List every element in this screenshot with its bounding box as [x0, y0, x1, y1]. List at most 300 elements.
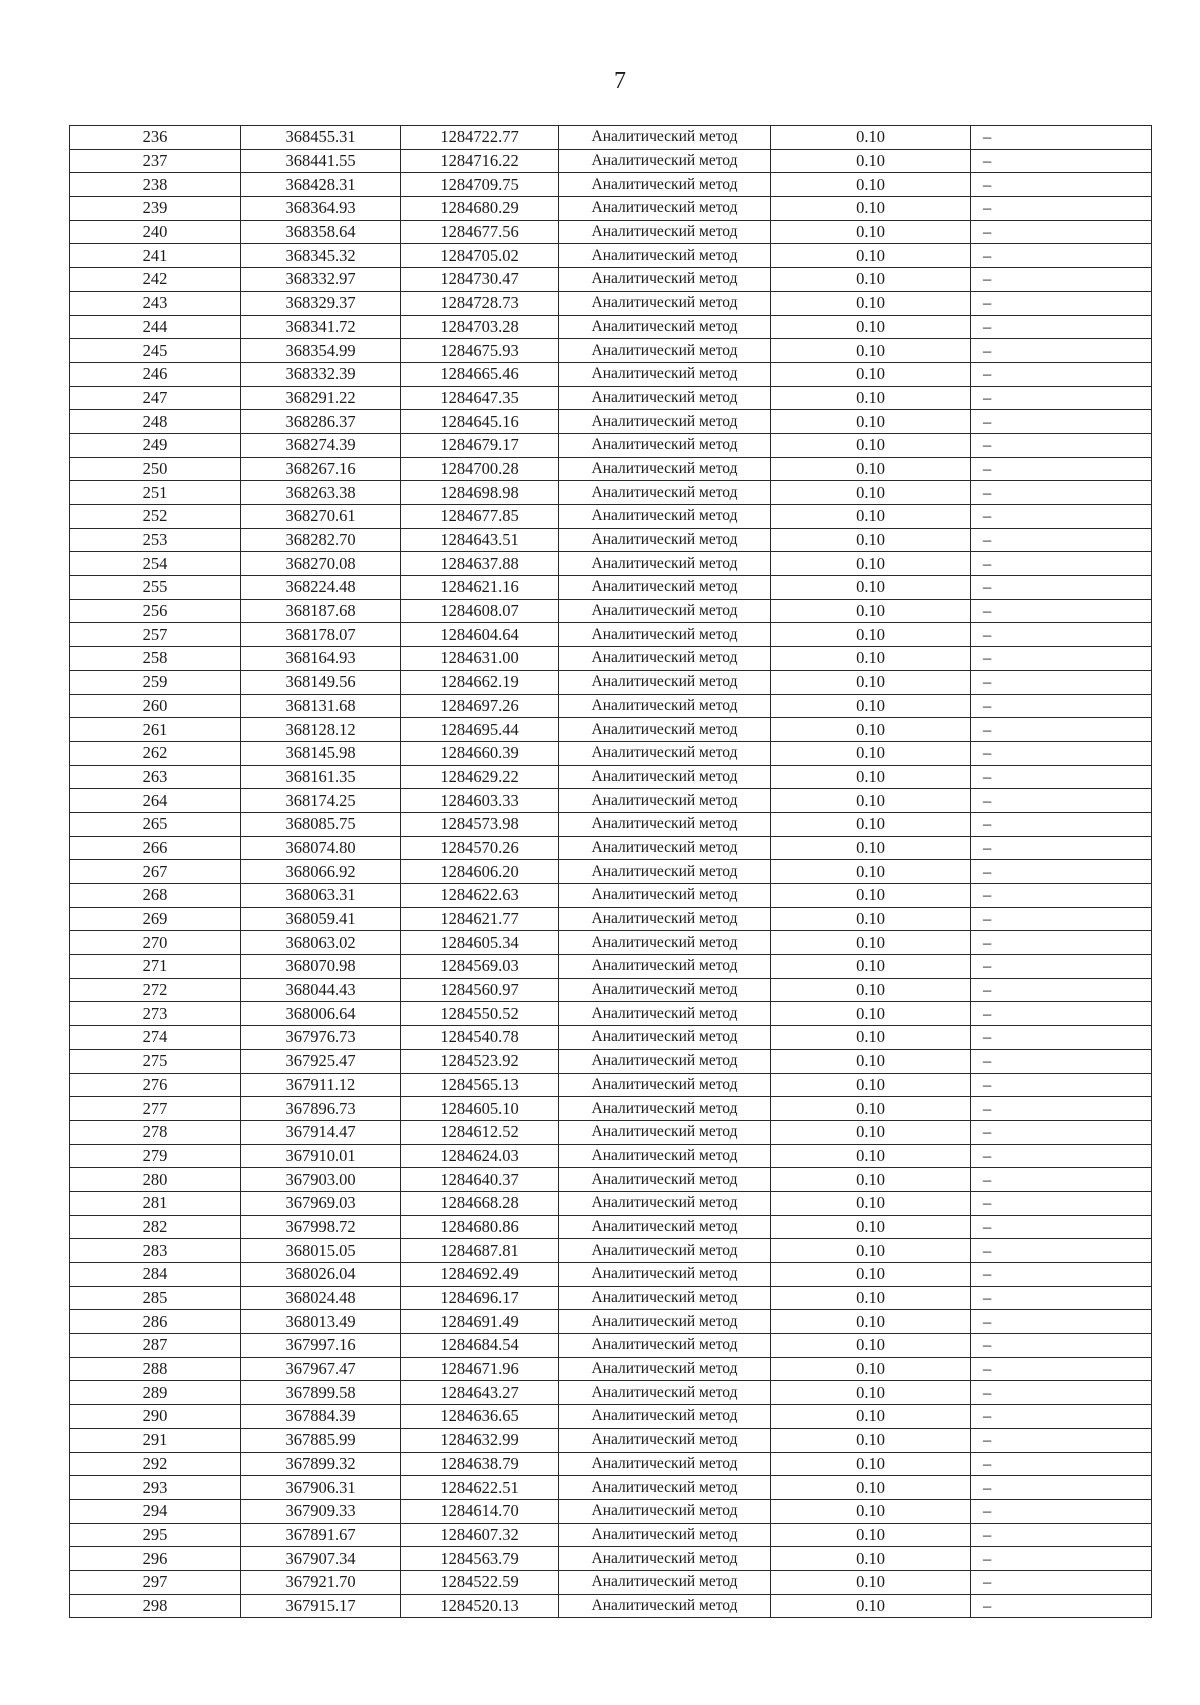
table-row — [70, 1523, 1152, 1547]
table-row — [70, 268, 1152, 292]
point-number-cell: 246 — [70, 362, 241, 386]
note-cell: – — [971, 789, 1152, 813]
coordinates-table-body — [70, 126, 1152, 1618]
table-row — [70, 1428, 1152, 1452]
y-coordinate-cell: 1284700.28 — [401, 457, 559, 481]
point-number-cell: 237 — [70, 149, 241, 173]
x-coordinate-cell: 368044.43 — [241, 978, 401, 1002]
point-number-cell: 249 — [70, 433, 241, 457]
note-cell: – — [971, 931, 1152, 955]
method-cell: Аналитический метод — [559, 741, 771, 765]
x-coordinate-cell: 367911.12 — [241, 1073, 401, 1097]
table-row — [70, 1334, 1152, 1358]
table-row — [70, 126, 1152, 150]
method-cell: Аналитический метод — [559, 1191, 771, 1215]
note-cell: – — [971, 765, 1152, 789]
x-coordinate-cell: 368006.64 — [241, 1002, 401, 1026]
x-coordinate-cell: 368145.98 — [241, 741, 401, 765]
y-coordinate-cell: 1284603.33 — [401, 789, 559, 813]
table-row — [70, 694, 1152, 718]
point-number-cell: 262 — [70, 741, 241, 765]
point-number-cell: 270 — [70, 931, 241, 955]
table-row — [70, 1239, 1152, 1263]
y-coordinate-cell: 1284728.73 — [401, 291, 559, 315]
table-row — [70, 1049, 1152, 1073]
method-cell: Аналитический метод — [559, 1405, 771, 1429]
table-row — [70, 812, 1152, 836]
y-coordinate-cell: 1284645.16 — [401, 410, 559, 434]
method-cell: Аналитический метод — [559, 339, 771, 363]
y-coordinate-cell: 1284523.92 — [401, 1049, 559, 1073]
table-row — [70, 1073, 1152, 1097]
note-cell: – — [971, 149, 1152, 173]
table-row — [70, 718, 1152, 742]
table-row — [70, 315, 1152, 339]
point-number-cell: 256 — [70, 599, 241, 623]
method-cell: Аналитический метод — [559, 505, 771, 529]
table-row — [70, 623, 1152, 647]
x-coordinate-cell: 367998.72 — [241, 1215, 401, 1239]
point-number-cell: 259 — [70, 670, 241, 694]
note-cell: – — [971, 623, 1152, 647]
note-cell: – — [971, 1049, 1152, 1073]
x-coordinate-cell: 368074.80 — [241, 836, 401, 860]
x-coordinate-cell: 367885.99 — [241, 1428, 401, 1452]
table-row — [70, 647, 1152, 671]
page-number: 7 — [614, 68, 626, 94]
accuracy-cell: 0.10 — [771, 339, 971, 363]
note-cell: – — [971, 386, 1152, 410]
accuracy-cell: 0.10 — [771, 741, 971, 765]
table-row — [70, 1097, 1152, 1121]
y-coordinate-cell: 1284622.51 — [401, 1476, 559, 1500]
note-cell: – — [971, 1381, 1152, 1405]
table-row — [70, 410, 1152, 434]
y-coordinate-cell: 1284522.59 — [401, 1570, 559, 1594]
accuracy-cell: 0.10 — [771, 978, 971, 1002]
point-number-cell: 261 — [70, 718, 241, 742]
method-cell: Аналитический метод — [559, 244, 771, 268]
table-row — [70, 1215, 1152, 1239]
x-coordinate-cell: 367969.03 — [241, 1191, 401, 1215]
y-coordinate-cell: 1284604.64 — [401, 623, 559, 647]
accuracy-cell: 0.10 — [771, 244, 971, 268]
table-row — [70, 789, 1152, 813]
note-cell: – — [971, 220, 1152, 244]
y-coordinate-cell: 1284629.22 — [401, 765, 559, 789]
x-coordinate-cell: 368161.35 — [241, 765, 401, 789]
table-row — [70, 1168, 1152, 1192]
note-cell: – — [971, 481, 1152, 505]
note-cell: – — [971, 1428, 1152, 1452]
x-coordinate-cell: 368345.32 — [241, 244, 401, 268]
x-coordinate-cell: 367903.00 — [241, 1168, 401, 1192]
table-row — [70, 1263, 1152, 1287]
table-row — [70, 197, 1152, 221]
table-row — [70, 220, 1152, 244]
x-coordinate-cell: 368070.98 — [241, 955, 401, 979]
x-coordinate-cell: 368358.64 — [241, 220, 401, 244]
y-coordinate-cell: 1284684.54 — [401, 1334, 559, 1358]
y-coordinate-cell: 1284560.97 — [401, 978, 559, 1002]
accuracy-cell: 0.10 — [771, 576, 971, 600]
note-cell: – — [971, 907, 1152, 931]
method-cell: Аналитический метод — [559, 552, 771, 576]
y-coordinate-cell: 1284680.86 — [401, 1215, 559, 1239]
method-cell: Аналитический метод — [559, 1049, 771, 1073]
table-row — [70, 386, 1152, 410]
x-coordinate-cell: 367925.47 — [241, 1049, 401, 1073]
accuracy-cell: 0.10 — [771, 836, 971, 860]
accuracy-cell: 0.10 — [771, 386, 971, 410]
point-number-cell: 267 — [70, 860, 241, 884]
x-coordinate-cell: 367906.31 — [241, 1476, 401, 1500]
point-number-cell: 272 — [70, 978, 241, 1002]
x-coordinate-cell: 367899.58 — [241, 1381, 401, 1405]
x-coordinate-cell: 368274.39 — [241, 433, 401, 457]
note-cell: – — [971, 505, 1152, 529]
y-coordinate-cell: 1284640.37 — [401, 1168, 559, 1192]
x-coordinate-cell: 368174.25 — [241, 789, 401, 813]
x-coordinate-cell: 368455.31 — [241, 126, 401, 150]
table-row — [70, 528, 1152, 552]
accuracy-cell: 0.10 — [771, 670, 971, 694]
note-cell: – — [971, 433, 1152, 457]
table-row — [70, 741, 1152, 765]
method-cell: Аналитический метод — [559, 1357, 771, 1381]
accuracy-cell: 0.10 — [771, 1547, 971, 1571]
x-coordinate-cell: 368291.22 — [241, 386, 401, 410]
method-cell: Аналитический метод — [559, 457, 771, 481]
x-coordinate-cell: 368270.61 — [241, 505, 401, 529]
table-row — [70, 1026, 1152, 1050]
point-number-cell: 245 — [70, 339, 241, 363]
method-cell: Аналитический метод — [559, 884, 771, 908]
note-cell: – — [971, 884, 1152, 908]
note-cell: – — [971, 670, 1152, 694]
x-coordinate-cell: 368059.41 — [241, 907, 401, 931]
method-cell: Аналитический метод — [559, 362, 771, 386]
accuracy-cell: 0.10 — [771, 1405, 971, 1429]
point-number-cell: 244 — [70, 315, 241, 339]
note-cell: – — [971, 1452, 1152, 1476]
y-coordinate-cell: 1284730.47 — [401, 268, 559, 292]
y-coordinate-cell: 1284692.49 — [401, 1263, 559, 1287]
accuracy-cell: 0.10 — [771, 907, 971, 931]
note-cell: – — [971, 741, 1152, 765]
y-coordinate-cell: 1284550.52 — [401, 1002, 559, 1026]
table-row — [70, 860, 1152, 884]
point-number-cell: 275 — [70, 1049, 241, 1073]
method-cell: Аналитический метод — [559, 1097, 771, 1121]
x-coordinate-cell: 367915.17 — [241, 1594, 401, 1618]
accuracy-cell: 0.10 — [771, 1476, 971, 1500]
point-number-cell: 296 — [70, 1547, 241, 1571]
y-coordinate-cell: 1284675.93 — [401, 339, 559, 363]
note-cell: – — [971, 1476, 1152, 1500]
accuracy-cell: 0.10 — [771, 481, 971, 505]
y-coordinate-cell: 1284608.07 — [401, 599, 559, 623]
note-cell: – — [971, 1499, 1152, 1523]
y-coordinate-cell: 1284520.13 — [401, 1594, 559, 1618]
point-number-cell: 242 — [70, 268, 241, 292]
accuracy-cell: 0.10 — [771, 268, 971, 292]
method-cell: Аналитический метод — [559, 220, 771, 244]
point-number-cell: 257 — [70, 623, 241, 647]
point-number-cell: 268 — [70, 884, 241, 908]
method-cell: Аналитический метод — [559, 1144, 771, 1168]
note-cell: – — [971, 315, 1152, 339]
y-coordinate-cell: 1284607.32 — [401, 1523, 559, 1547]
table-row — [70, 1452, 1152, 1476]
x-coordinate-cell: 368063.31 — [241, 884, 401, 908]
note-cell: – — [971, 1523, 1152, 1547]
method-cell: Аналитический метод — [559, 789, 771, 813]
point-number-cell: 260 — [70, 694, 241, 718]
method-cell: Аналитический метод — [559, 481, 771, 505]
table-row — [70, 765, 1152, 789]
point-number-cell: 298 — [70, 1594, 241, 1618]
y-coordinate-cell: 1284687.81 — [401, 1239, 559, 1263]
note-cell: – — [971, 694, 1152, 718]
point-number-cell: 258 — [70, 647, 241, 671]
x-coordinate-cell: 368149.56 — [241, 670, 401, 694]
x-coordinate-cell: 368066.92 — [241, 860, 401, 884]
note-cell: – — [971, 955, 1152, 979]
accuracy-cell: 0.10 — [771, 126, 971, 150]
note-cell: – — [971, 1357, 1152, 1381]
point-number-cell: 276 — [70, 1073, 241, 1097]
accuracy-cell: 0.10 — [771, 860, 971, 884]
point-number-cell: 285 — [70, 1286, 241, 1310]
method-cell: Аналитический метод — [559, 291, 771, 315]
y-coordinate-cell: 1284540.78 — [401, 1026, 559, 1050]
table-row — [70, 884, 1152, 908]
accuracy-cell: 0.10 — [771, 362, 971, 386]
method-cell: Аналитический метод — [559, 528, 771, 552]
y-coordinate-cell: 1284631.00 — [401, 647, 559, 671]
x-coordinate-cell: 368015.05 — [241, 1239, 401, 1263]
note-cell: – — [971, 173, 1152, 197]
accuracy-cell: 0.10 — [771, 552, 971, 576]
y-coordinate-cell: 1284679.17 — [401, 433, 559, 457]
x-coordinate-cell: 368267.16 — [241, 457, 401, 481]
note-cell: – — [971, 410, 1152, 434]
accuracy-cell: 0.10 — [771, 1381, 971, 1405]
point-number-cell: 253 — [70, 528, 241, 552]
point-number-cell: 254 — [70, 552, 241, 576]
x-coordinate-cell: 367899.32 — [241, 1452, 401, 1476]
y-coordinate-cell: 1284605.10 — [401, 1097, 559, 1121]
table-row — [70, 1405, 1152, 1429]
method-cell: Аналитический метод — [559, 1547, 771, 1571]
accuracy-cell: 0.10 — [771, 457, 971, 481]
accuracy-cell: 0.10 — [771, 955, 971, 979]
method-cell: Аналитический метод — [559, 647, 771, 671]
point-number-cell: 251 — [70, 481, 241, 505]
method-cell: Аналитический метод — [559, 126, 771, 150]
x-coordinate-cell: 368178.07 — [241, 623, 401, 647]
y-coordinate-cell: 1284643.27 — [401, 1381, 559, 1405]
x-coordinate-cell: 367914.47 — [241, 1120, 401, 1144]
note-cell: – — [971, 647, 1152, 671]
note-cell: – — [971, 552, 1152, 576]
x-coordinate-cell: 368270.08 — [241, 552, 401, 576]
method-cell: Аналитический метод — [559, 386, 771, 410]
method-cell: Аналитический метод — [559, 1310, 771, 1334]
note-cell: – — [971, 457, 1152, 481]
y-coordinate-cell: 1284624.03 — [401, 1144, 559, 1168]
y-coordinate-cell: 1284606.20 — [401, 860, 559, 884]
point-number-cell: 283 — [70, 1239, 241, 1263]
x-coordinate-cell: 367909.33 — [241, 1499, 401, 1523]
y-coordinate-cell: 1284697.26 — [401, 694, 559, 718]
method-cell: Аналитический метод — [559, 410, 771, 434]
accuracy-cell: 0.10 — [771, 1144, 971, 1168]
accuracy-cell: 0.10 — [771, 197, 971, 221]
x-coordinate-cell: 367976.73 — [241, 1026, 401, 1050]
accuracy-cell: 0.10 — [771, 931, 971, 955]
method-cell: Аналитический метод — [559, 1168, 771, 1192]
note-cell: – — [971, 718, 1152, 742]
x-coordinate-cell: 368341.72 — [241, 315, 401, 339]
x-coordinate-cell: 368332.97 — [241, 268, 401, 292]
accuracy-cell: 0.10 — [771, 1452, 971, 1476]
accuracy-cell: 0.10 — [771, 1428, 971, 1452]
x-coordinate-cell: 367896.73 — [241, 1097, 401, 1121]
point-number-cell: 252 — [70, 505, 241, 529]
table-row — [70, 339, 1152, 363]
y-coordinate-cell: 1284632.99 — [401, 1428, 559, 1452]
y-coordinate-cell: 1284703.28 — [401, 315, 559, 339]
point-number-cell: 293 — [70, 1476, 241, 1500]
note-cell: – — [971, 836, 1152, 860]
method-cell: Аналитический метод — [559, 1286, 771, 1310]
method-cell: Аналитический метод — [559, 718, 771, 742]
point-number-cell: 236 — [70, 126, 241, 150]
note-cell: – — [971, 812, 1152, 836]
accuracy-cell: 0.10 — [771, 1026, 971, 1050]
method-cell: Аналитический метод — [559, 268, 771, 292]
x-coordinate-cell: 368063.02 — [241, 931, 401, 955]
accuracy-cell: 0.10 — [771, 1120, 971, 1144]
y-coordinate-cell: 1284563.79 — [401, 1547, 559, 1571]
note-cell: – — [971, 1334, 1152, 1358]
method-cell: Аналитический метод — [559, 1594, 771, 1618]
accuracy-cell: 0.10 — [771, 765, 971, 789]
table-row — [70, 433, 1152, 457]
y-coordinate-cell: 1284709.75 — [401, 173, 559, 197]
accuracy-cell: 0.10 — [771, 599, 971, 623]
y-coordinate-cell: 1284716.22 — [401, 149, 559, 173]
table-row — [70, 173, 1152, 197]
point-number-cell: 295 — [70, 1523, 241, 1547]
note-cell: – — [971, 1002, 1152, 1026]
x-coordinate-cell: 368164.93 — [241, 647, 401, 671]
note-cell: – — [971, 576, 1152, 600]
x-coordinate-cell: 368187.68 — [241, 599, 401, 623]
table-row — [70, 552, 1152, 576]
method-cell: Аналитический метод — [559, 860, 771, 884]
point-number-cell: 292 — [70, 1452, 241, 1476]
table-row — [70, 1499, 1152, 1523]
method-cell: Аналитический метод — [559, 1073, 771, 1097]
table-row — [70, 955, 1152, 979]
y-coordinate-cell: 1284677.56 — [401, 220, 559, 244]
table-row — [70, 1120, 1152, 1144]
note-cell: – — [971, 1286, 1152, 1310]
accuracy-cell: 0.10 — [771, 1168, 971, 1192]
y-coordinate-cell: 1284569.03 — [401, 955, 559, 979]
x-coordinate-cell: 368026.04 — [241, 1263, 401, 1287]
note-cell: – — [971, 860, 1152, 884]
accuracy-cell: 0.10 — [771, 433, 971, 457]
x-coordinate-cell: 367997.16 — [241, 1334, 401, 1358]
table-row — [70, 1144, 1152, 1168]
method-cell: Аналитический метод — [559, 1215, 771, 1239]
note-cell: – — [971, 244, 1152, 268]
table-row — [70, 1381, 1152, 1405]
note-cell: – — [971, 362, 1152, 386]
x-coordinate-cell: 368085.75 — [241, 812, 401, 836]
point-number-cell: 269 — [70, 907, 241, 931]
method-cell: Аналитический метод — [559, 1476, 771, 1500]
point-number-cell: 294 — [70, 1499, 241, 1523]
point-number-cell: 266 — [70, 836, 241, 860]
table-row — [70, 576, 1152, 600]
x-coordinate-cell: 368128.12 — [241, 718, 401, 742]
accuracy-cell: 0.10 — [771, 1310, 971, 1334]
accuracy-cell: 0.10 — [771, 1191, 971, 1215]
accuracy-cell: 0.10 — [771, 315, 971, 339]
method-cell: Аналитический метод — [559, 1239, 771, 1263]
y-coordinate-cell: 1284573.98 — [401, 812, 559, 836]
accuracy-cell: 0.10 — [771, 149, 971, 173]
y-coordinate-cell: 1284668.28 — [401, 1191, 559, 1215]
note-cell: – — [971, 1026, 1152, 1050]
y-coordinate-cell: 1284677.85 — [401, 505, 559, 529]
method-cell: Аналитический метод — [559, 1334, 771, 1358]
note-cell: – — [971, 1263, 1152, 1287]
accuracy-cell: 0.10 — [771, 789, 971, 813]
x-coordinate-cell: 368329.37 — [241, 291, 401, 315]
accuracy-cell: 0.10 — [771, 173, 971, 197]
table-row — [70, 907, 1152, 931]
y-coordinate-cell: 1284696.17 — [401, 1286, 559, 1310]
note-cell: – — [971, 1120, 1152, 1144]
table-row — [70, 1547, 1152, 1571]
y-coordinate-cell: 1284665.46 — [401, 362, 559, 386]
point-number-cell: 238 — [70, 173, 241, 197]
table-row — [70, 931, 1152, 955]
point-number-cell: 264 — [70, 789, 241, 813]
table-row — [70, 670, 1152, 694]
note-cell: – — [971, 291, 1152, 315]
point-number-cell: 265 — [70, 812, 241, 836]
y-coordinate-cell: 1284637.88 — [401, 552, 559, 576]
accuracy-cell: 0.10 — [771, 1073, 971, 1097]
note-cell: – — [971, 1215, 1152, 1239]
y-coordinate-cell: 1284636.65 — [401, 1405, 559, 1429]
accuracy-cell: 0.10 — [771, 1334, 971, 1358]
method-cell: Аналитический метод — [559, 1026, 771, 1050]
point-number-cell: 277 — [70, 1097, 241, 1121]
x-coordinate-cell: 367884.39 — [241, 1405, 401, 1429]
note-cell: – — [971, 1570, 1152, 1594]
method-cell: Аналитический метод — [559, 599, 771, 623]
x-coordinate-cell: 368024.48 — [241, 1286, 401, 1310]
accuracy-cell: 0.10 — [771, 1263, 971, 1287]
